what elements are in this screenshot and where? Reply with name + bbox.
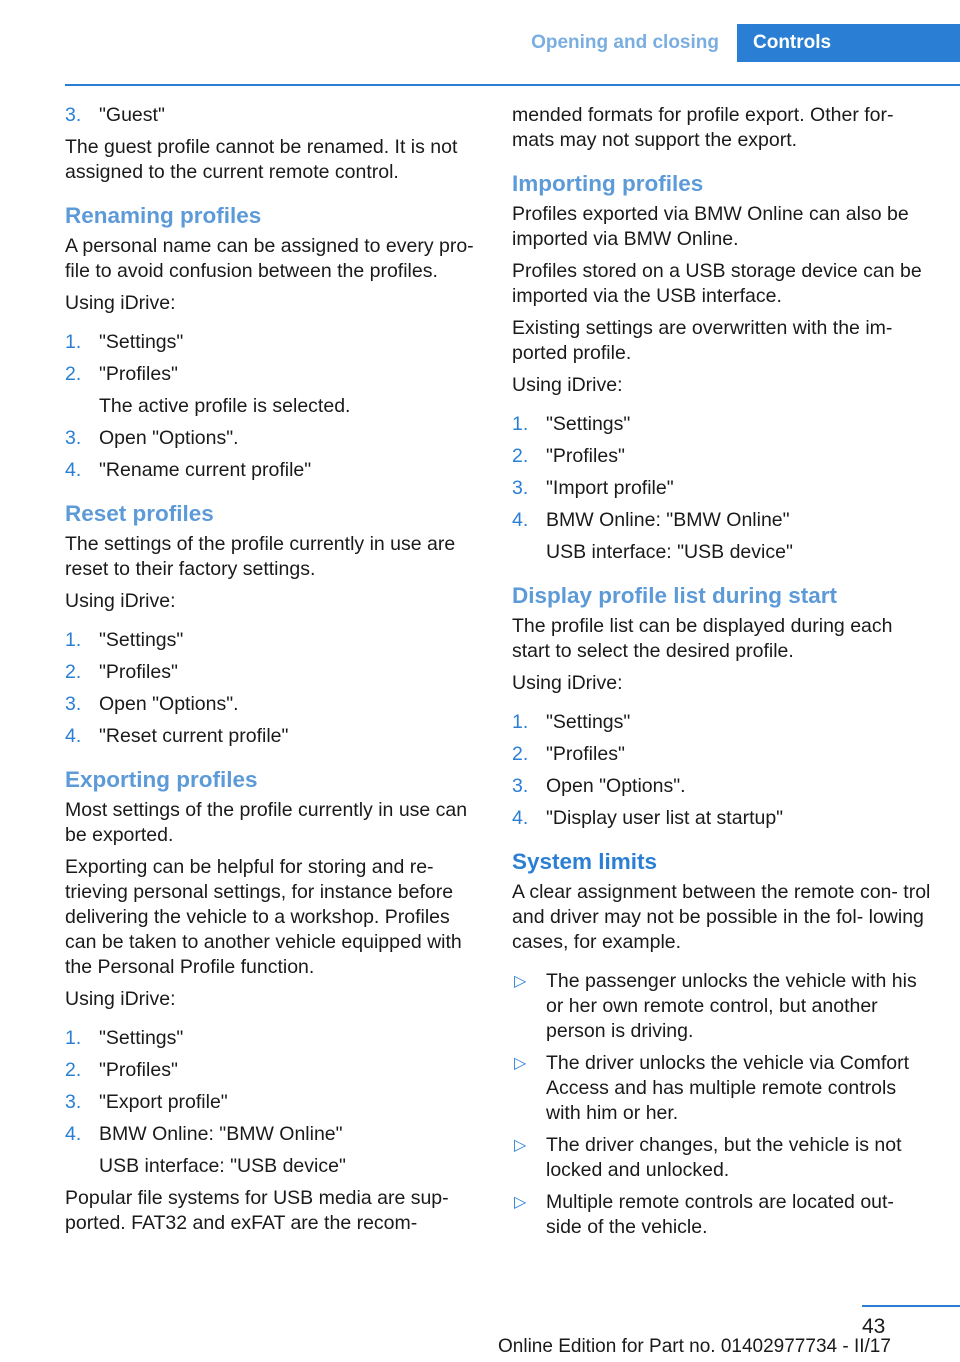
bullet-text: The passenger unlocks the vehicle with his or her own remote control, but another person is driving. xyxy=(546,970,917,1042)
paragraph: Using iDrive: xyxy=(65,988,176,1010)
header-section-title: Opening and closing xyxy=(531,32,719,53)
heading-exporting-profiles: Exporting profiles xyxy=(65,767,258,792)
step-number: 3. xyxy=(512,775,529,797)
step-number: 2. xyxy=(65,363,82,385)
display-steps xyxy=(512,710,932,831)
step-number: 4. xyxy=(65,459,82,481)
edition-line: Online Edition for Part no. 01402977734 - II/17 xyxy=(498,1336,891,1357)
list-item xyxy=(512,412,932,437)
step-text: BMW Online: "BMW Online" xyxy=(99,1123,343,1145)
list-item xyxy=(512,710,932,735)
list-item xyxy=(512,508,932,565)
page-header xyxy=(0,24,960,62)
step-text: "Reset current profile" xyxy=(99,725,289,747)
paragraph: The guest profile cannot be renamed. It is not assigned to the current remote control. xyxy=(65,136,458,183)
limits-bullets xyxy=(512,969,932,1240)
list-item xyxy=(512,1133,932,1183)
list-item xyxy=(65,103,483,128)
step-number: 3. xyxy=(65,104,82,126)
paragraph: Profiles exported via BMW Online can also be imported via BMW Online. xyxy=(512,203,909,250)
triangle-bullet-icon: ▷ xyxy=(514,1194,527,1211)
list-item xyxy=(65,1090,483,1115)
step-number: 4. xyxy=(512,807,529,829)
step-number: 1. xyxy=(512,413,529,435)
page-number: 43 xyxy=(862,1315,886,1338)
paragraph: Using iDrive: xyxy=(65,590,176,612)
step-text: "Display user list at startup" xyxy=(546,807,784,829)
list-item xyxy=(512,1190,932,1240)
step-number: 3. xyxy=(65,427,82,449)
paragraph: A clear assignment between the remote con‐ trol and driver may not be possible in the fol‐ lowing cases, for example. xyxy=(512,881,931,953)
triangle-bullet-icon: ▷ xyxy=(514,1055,527,1072)
list-item xyxy=(512,774,932,799)
step-text: Open "Options". xyxy=(546,775,686,797)
header-chapter-tab: Controls xyxy=(737,24,960,62)
list-item xyxy=(512,1051,932,1126)
paragraph: Most settings of the profile currently in use can be exported. xyxy=(65,799,468,846)
list-item xyxy=(65,692,483,717)
list-item xyxy=(65,660,483,685)
step-subtext: The active profile is selected. xyxy=(99,395,351,417)
list-item xyxy=(65,458,483,483)
heading-importing-profiles: Importing profiles xyxy=(512,171,704,196)
renaming-steps xyxy=(65,330,483,483)
paragraph: Using iDrive: xyxy=(65,292,176,314)
importing-steps xyxy=(512,412,932,565)
list-item xyxy=(65,362,483,419)
step-text: "Profiles" xyxy=(99,1059,178,1081)
heading-system-limits: System limits xyxy=(512,849,658,874)
step-text: "Profiles" xyxy=(546,743,625,765)
step-text: "Profiles" xyxy=(99,363,178,385)
step-number: 2. xyxy=(65,1059,82,1081)
step-number: 4. xyxy=(512,509,529,531)
list-item xyxy=(512,806,932,831)
triangle-bullet-icon: ▷ xyxy=(514,973,527,990)
list-item xyxy=(65,1122,483,1179)
step-text: Open "Options". xyxy=(99,693,239,715)
list-item xyxy=(65,724,483,749)
step-text: BMW Online: "BMW Online" xyxy=(546,509,790,531)
step-subtext: USB interface: "USB device" xyxy=(546,541,793,563)
right-column xyxy=(512,103,932,1247)
paragraph: A personal name can be assigned to every pro‐ file to avoid confusion between the profiles. xyxy=(65,235,474,282)
step-text: "Settings" xyxy=(99,331,184,353)
intro-list xyxy=(65,103,483,128)
step-number: 1. xyxy=(65,331,82,353)
step-number: 4. xyxy=(65,725,82,747)
step-text: "Profiles" xyxy=(546,445,625,467)
step-number: 4. xyxy=(65,1123,82,1145)
step-text: "Guest" xyxy=(99,104,165,126)
paragraph: Exporting can be helpful for storing and re‐ trieving personal settings, for instance before delivering the vehicle to a workshop. Profiles can be taken to another vehicle equipped with the Personal Profile function. xyxy=(65,856,462,978)
list-item xyxy=(65,1058,483,1083)
step-number: 1. xyxy=(65,1027,82,1049)
footer-rule xyxy=(862,1305,960,1307)
paragraph: Using iDrive: xyxy=(512,672,623,694)
step-text: "Settings" xyxy=(99,1027,184,1049)
list-item xyxy=(512,476,932,501)
heading-display-profile-list: Display profile list during start xyxy=(512,583,838,608)
bullet-text: Multiple remote controls are located out‐ side of the vehicle. xyxy=(546,1191,894,1238)
step-text: "Settings" xyxy=(546,413,631,435)
list-item xyxy=(512,742,932,767)
left-column xyxy=(65,103,483,1243)
step-number: 1. xyxy=(65,629,82,651)
list-item xyxy=(65,1026,483,1051)
step-text: "Settings" xyxy=(546,711,631,733)
step-number: 2. xyxy=(65,661,82,683)
exporting-steps xyxy=(65,1026,483,1179)
step-number: 3. xyxy=(65,1091,82,1113)
reset-steps xyxy=(65,628,483,749)
step-text: "Import profile" xyxy=(546,477,674,499)
list-item xyxy=(512,969,932,1044)
step-number: 3. xyxy=(512,477,529,499)
paragraph: Profiles stored on a USB storage device can be imported via the USB interface. xyxy=(512,260,922,307)
list-item xyxy=(65,628,483,653)
paragraph: Using iDrive: xyxy=(512,374,623,396)
step-subtext: USB interface: "USB device" xyxy=(99,1155,346,1177)
step-text: "Settings" xyxy=(99,629,184,651)
paragraph: The profile list can be displayed during each start to select the desired profile. xyxy=(512,615,893,662)
heading-renaming-profiles: Renaming profiles xyxy=(65,203,262,228)
step-text: Open "Options". xyxy=(99,427,239,449)
step-text: "Export profile" xyxy=(99,1091,228,1113)
list-item xyxy=(512,444,932,469)
paragraph: Existing settings are overwritten with the im‐ ported profile. xyxy=(512,317,893,364)
bullet-text: The driver changes, but the vehicle is not locked and unlocked. xyxy=(546,1134,902,1181)
list-item xyxy=(65,426,483,451)
step-number: 2. xyxy=(512,445,529,467)
step-text: "Rename current profile" xyxy=(99,459,312,481)
step-number: 2. xyxy=(512,743,529,765)
paragraph: The settings of the profile currently in use are reset to their factory settings. xyxy=(65,533,456,580)
step-number: 1. xyxy=(512,711,529,733)
step-text: "Profiles" xyxy=(99,661,178,683)
triangle-bullet-icon: ▷ xyxy=(514,1137,527,1154)
paragraph: Popular file systems for USB media are sup‐ ported. FAT32 and exFAT are the recom‐ xyxy=(65,1187,449,1234)
step-number: 3. xyxy=(65,693,82,715)
heading-reset-profiles: Reset profiles xyxy=(65,501,214,526)
bullet-text: The driver unlocks the vehicle via Comfort Access and has multiple remote controls with him or her. xyxy=(546,1052,910,1124)
header-rule xyxy=(65,84,960,86)
list-item xyxy=(65,330,483,355)
paragraph: mended formats for profile export. Other for‐ mats may not support the export. xyxy=(512,104,894,151)
